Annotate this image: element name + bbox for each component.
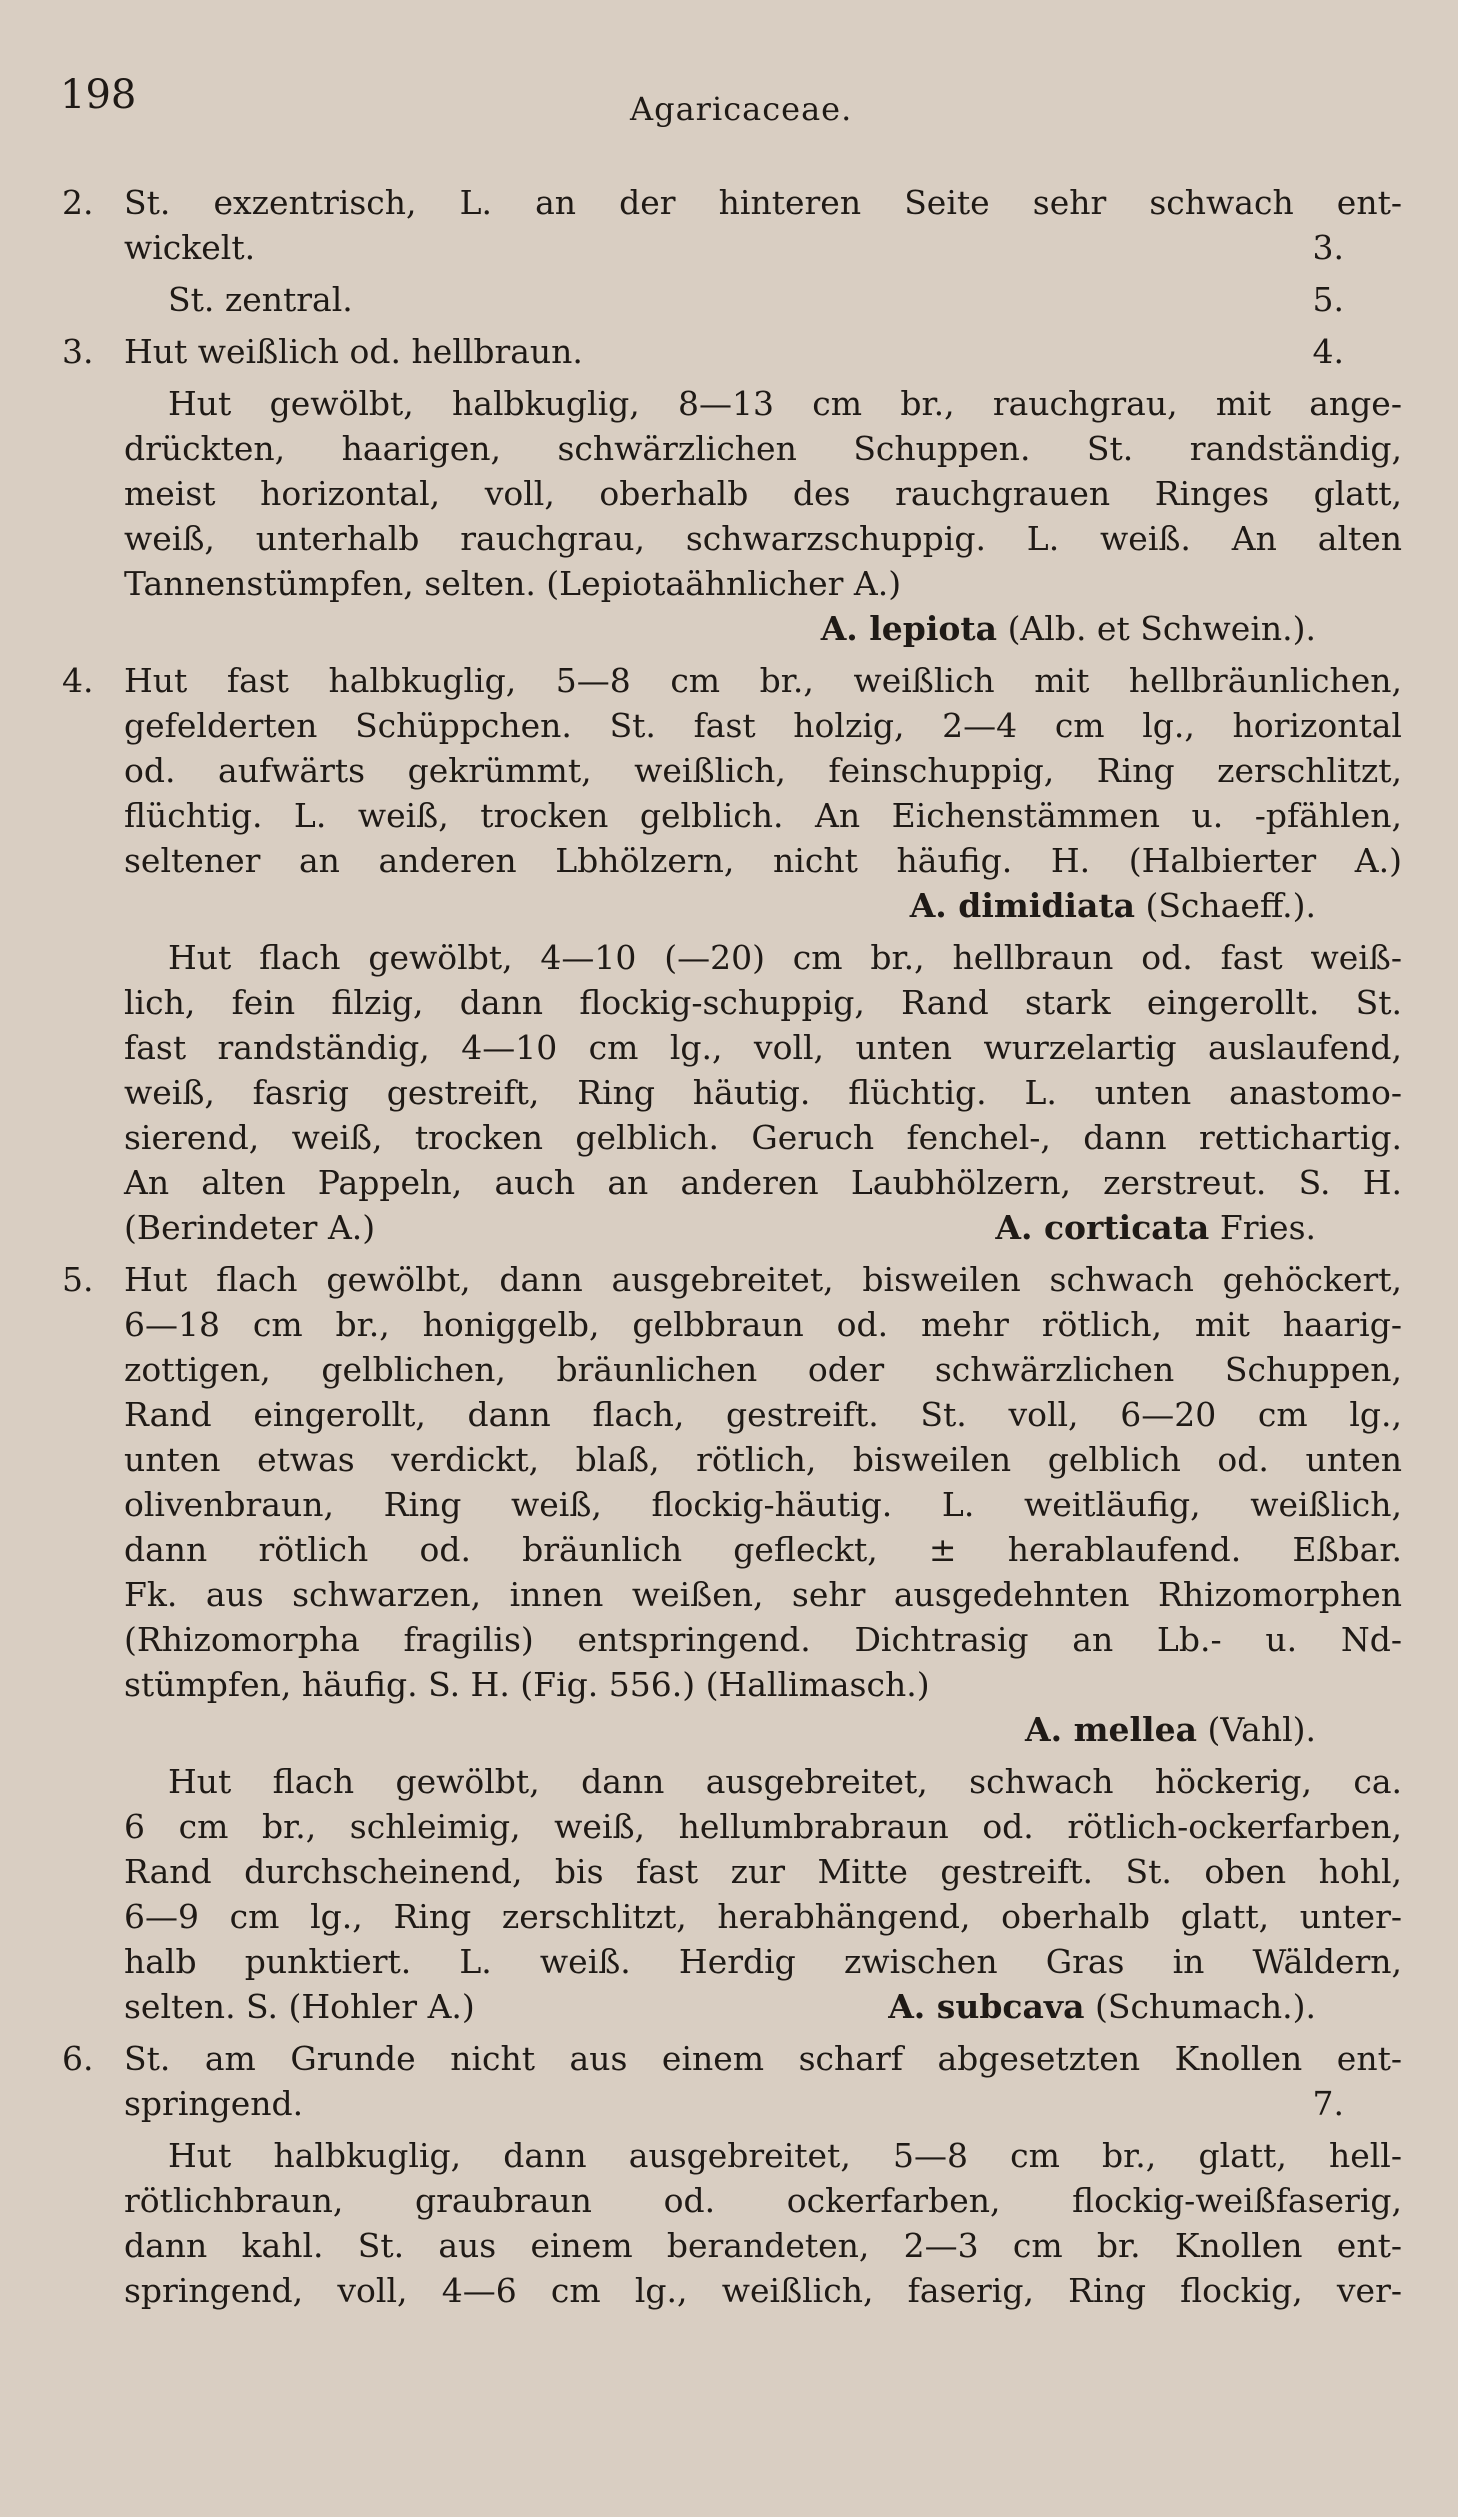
text-line bbox=[168, 935, 1402, 980]
species-citation bbox=[995, 1205, 1316, 1250]
line-text: (Berindeter A.) bbox=[124, 1208, 376, 1247]
line-text: Hut halbkuglig, dann ausgebreitet, 5—8 cm br., glatt, hell- bbox=[168, 2136, 1402, 2175]
line-text: olivenbraun, Ring weiß, flockig-häutig. L. weitläufig, weißlich, bbox=[124, 1485, 1402, 1524]
running-head: Agaricaceae. bbox=[630, 90, 853, 128]
text-line bbox=[124, 1804, 1402, 1849]
line-body bbox=[124, 658, 1402, 703]
line-text: od. aufwärts gekrümmt, weißlich, feinschuppig, Ring zerschlitzt, bbox=[124, 751, 1402, 790]
line-text: dann rötlich od. bräunlich gefleckt, ± herablaufend. Eßbar. bbox=[124, 1530, 1402, 1569]
text-line bbox=[124, 1025, 1402, 1070]
line-text: dann kahl. St. aus einem berandeten, 2—3 cm br. Knollen ent- bbox=[124, 2226, 1402, 2265]
species-author: (Vahl). bbox=[1207, 1710, 1316, 1749]
text-line bbox=[124, 1939, 1402, 1984]
line-text: 6—9 cm lg., Ring zerschlitzt, herabhängend, oberhalb glatt, unter- bbox=[124, 1897, 1402, 1936]
text-line bbox=[124, 1849, 1402, 1894]
text-line bbox=[124, 516, 1402, 561]
text-line bbox=[168, 1759, 1402, 1804]
text-line bbox=[62, 658, 1402, 703]
lead-number: 7. bbox=[1312, 2084, 1344, 2123]
text-line bbox=[124, 1527, 1402, 1572]
line-text: Rand durchscheinend, bis fast zur Mitte gestreift. St. oben hohl, bbox=[124, 1852, 1402, 1891]
line-text: rötlichbraun, graubraun od. ockerfarben, flockig-weißfaserig, bbox=[124, 2181, 1402, 2220]
line-text: selten. S. (Hohler A.) bbox=[124, 1987, 475, 2026]
text-line bbox=[124, 561, 1402, 606]
text-line bbox=[124, 1205, 1402, 1250]
line-text: Hut flach gewölbt, 4—10 (—20) cm br., hellbraun od. fast weiß- bbox=[168, 938, 1402, 977]
line-text: weiß, unterhalb rauchgrau, schwarzschuppig. L. weiß. An alten bbox=[124, 519, 1402, 558]
text-line bbox=[124, 2223, 1402, 2268]
line-text: drückten, haarigen, schwärzlichen Schuppen. St. randständig, bbox=[124, 429, 1402, 468]
text-line bbox=[168, 277, 1402, 322]
line-text: wickelt. bbox=[124, 228, 256, 267]
text-line bbox=[124, 426, 1402, 471]
line-text: sierend, weiß, trocken gelblich. Geruch fenchel-, dann rettichartig. bbox=[124, 1118, 1402, 1157]
line-body bbox=[124, 180, 1402, 225]
text-line bbox=[124, 1482, 1402, 1527]
text-line bbox=[124, 793, 1402, 838]
text-line bbox=[62, 329, 1402, 374]
lead-number: 3. bbox=[1312, 228, 1344, 267]
line-text: (Rhizomorpha fragilis) entspringend. Dichtrasig an Lb.- u. Nd- bbox=[124, 1620, 1402, 1659]
line-body bbox=[124, 1257, 1402, 1302]
line-text: stümpfen, häufig. S. H. (Fig. 556.) (Hallimasch.) bbox=[124, 1665, 930, 1704]
species-author: (Alb. et Schwein.). bbox=[1007, 609, 1316, 648]
line-text: seltener an anderen Lbhölzern, nicht häufig. H. (Halbierter A.) bbox=[124, 841, 1402, 880]
page-header bbox=[60, 72, 1398, 132]
line-text: gefelderten Schüppchen. St. fast holzig, 2—4 cm lg., horizontal bbox=[124, 706, 1402, 745]
text-line bbox=[62, 2036, 1402, 2081]
text-line bbox=[124, 1392, 1402, 1437]
text-line bbox=[124, 1302, 1402, 1347]
line-text: weiß, fasrig gestreift, Ring häutig. flüchtig. L. unten anastomo- bbox=[124, 1073, 1402, 1112]
species-citation bbox=[888, 1984, 1316, 2029]
text-line bbox=[124, 1115, 1402, 1160]
line-text: Fk. aus schwarzen, innen weißen, sehr ausgedehnten Rhizomorphen bbox=[124, 1575, 1402, 1614]
line-text: St. am Grunde nicht aus einem scharf abgesetzten Knollen ent- bbox=[124, 2039, 1402, 2078]
lead-number: 5. bbox=[1312, 280, 1344, 319]
text-line bbox=[62, 606, 1402, 651]
line-body bbox=[124, 329, 1402, 374]
text-line bbox=[62, 883, 1402, 928]
line-text: St. zentral. bbox=[168, 280, 353, 319]
line-text: lich, fein filzig, dann flockig-schuppig, Rand stark eingerollt. St. bbox=[124, 983, 1402, 1022]
line-text: fast randständig, 4—10 cm lg., voll, unten wurzelartig auslaufend, bbox=[124, 1028, 1402, 1067]
species-author: (Schumach.). bbox=[1094, 1987, 1316, 2026]
text-line bbox=[124, 1617, 1402, 1662]
text-line bbox=[124, 980, 1402, 1025]
text-line bbox=[124, 225, 1402, 270]
text-line bbox=[124, 2178, 1402, 2223]
line-text: Hut gewölbt, halbkuglig, 8—13 cm br., rauchgrau, mit ange- bbox=[168, 384, 1402, 423]
text-line bbox=[124, 748, 1402, 793]
species-name: A. mellea bbox=[1025, 1710, 1197, 1749]
line-text: springend, voll, 4—6 cm lg., weißlich, faserig, Ring flockig, ver- bbox=[124, 2271, 1402, 2310]
line-text: St. exzentrisch, L. an der hinteren Seite sehr schwach ent- bbox=[124, 183, 1402, 222]
line-text: unten etwas verdickt, blaß, rötlich, bisweilen gelblich od. unten bbox=[124, 1440, 1402, 1479]
species-author: (Schaeff.). bbox=[1145, 886, 1316, 925]
line-text: meist horizontal, voll, oberhalb des rauchgrauen Ringes glatt, bbox=[124, 474, 1402, 513]
line-text: 6—18 cm br., honiggelb, gelbbraun od. mehr rötlich, mit haarig- bbox=[124, 1305, 1402, 1344]
text-line bbox=[124, 1662, 1402, 1707]
text-line bbox=[124, 1984, 1402, 2029]
line-text: flüchtig. L. weiß, trocken gelblich. An Eichenstämmen u. -pfählen, bbox=[124, 796, 1402, 835]
line-text: halb punktiert. L. weiß. Herdig zwischen Gras in Wäldern, bbox=[124, 1942, 1402, 1981]
species-name: A. subcava bbox=[888, 1987, 1085, 2026]
couplet-number: 6. bbox=[62, 2039, 94, 2078]
text-line bbox=[124, 2268, 1402, 2313]
couplet-number: 2. bbox=[62, 183, 94, 222]
line-text: An alten Pappeln, auch an anderen Laubhölzern, zerstreut. S. H. bbox=[124, 1163, 1402, 1202]
couplet-number: 3. bbox=[62, 332, 94, 371]
line-text: springend. bbox=[124, 2084, 304, 2123]
text-line bbox=[124, 471, 1402, 516]
couplet-number: 5. bbox=[62, 1260, 94, 1299]
species-author: Fries. bbox=[1219, 1208, 1316, 1247]
text-line bbox=[124, 703, 1402, 748]
line-text: zottigen, gelblichen, bräunlichen oder schwärzlichen Schuppen, bbox=[124, 1350, 1402, 1389]
line-text: Hut flach gewölbt, dann ausgebreitet, schwach höckerig, ca. bbox=[168, 1762, 1402, 1801]
line-text: Hut weißlich od. hellbraun. bbox=[124, 332, 583, 371]
text-line bbox=[62, 1707, 1402, 1752]
text-line bbox=[124, 1070, 1402, 1115]
text-line bbox=[124, 1347, 1402, 1392]
text-line bbox=[168, 381, 1402, 426]
text-line bbox=[168, 2133, 1402, 2178]
line-text: Rand eingerollt, dann flach, gestreift. St. voll, 6—20 cm lg., bbox=[124, 1395, 1402, 1434]
line-text: Tannenstümpfen, selten. (Lepiotaähnlicher A.) bbox=[124, 564, 902, 603]
text-line bbox=[62, 1257, 1402, 1302]
line-text: 6 cm br., schleimig, weiß, hellumbrabraun od. rötlich-ockerfarben, bbox=[124, 1807, 1402, 1846]
page-number: 198 bbox=[60, 72, 137, 118]
text-line bbox=[124, 1160, 1402, 1205]
species-name: A. dimidiata bbox=[909, 886, 1135, 925]
lead-number: 4. bbox=[1312, 332, 1344, 371]
couplet-number: 4. bbox=[62, 661, 94, 700]
text-line bbox=[124, 838, 1402, 883]
line-text: Hut fast halbkuglig, 5—8 cm br., weißlich mit hellbräunlichen, bbox=[124, 661, 1402, 700]
text-line bbox=[124, 1894, 1402, 1939]
text-line bbox=[124, 2081, 1402, 2126]
text-line bbox=[124, 1437, 1402, 1482]
line-text: Hut flach gewölbt, dann ausgebreitet, bisweilen schwach gehöckert, bbox=[124, 1260, 1402, 1299]
line-body bbox=[124, 2036, 1402, 2081]
key-text bbox=[62, 180, 1402, 2313]
text-line bbox=[62, 180, 1402, 225]
species-name: A. lepiota bbox=[820, 609, 998, 648]
text-line bbox=[124, 1572, 1402, 1617]
species-name: A. corticata bbox=[995, 1208, 1210, 1247]
